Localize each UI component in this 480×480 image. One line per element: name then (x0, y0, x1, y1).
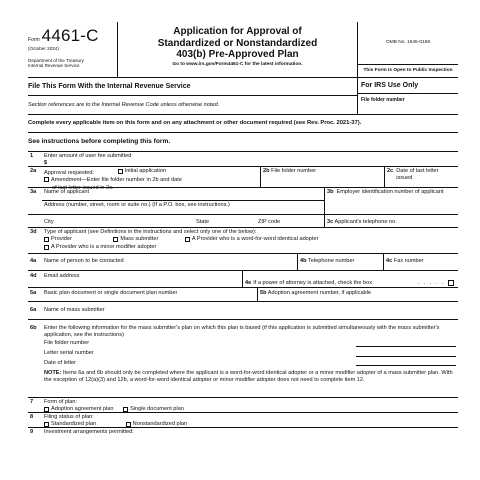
option-label: Single document plan (130, 405, 184, 412)
line-label: Form of plan: (44, 398, 77, 405)
provider-checkbox[interactable] (44, 236, 72, 243)
file-section (28, 78, 458, 115)
line-number: 4a (30, 257, 37, 264)
line-3d (28, 228, 458, 254)
line-number: 8 (30, 413, 34, 420)
line-number: 3a (30, 188, 37, 195)
mass-submitter-checkbox[interactable] (113, 236, 158, 243)
line-number: 5a (30, 289, 37, 296)
zip-field[interactable] (256, 215, 324, 227)
irs-use-title: For IRS Use Only (358, 78, 458, 94)
option-label-continued: of last letter issued in 2c. (52, 185, 114, 192)
line-label: Date of last letter issued (396, 167, 439, 181)
department-line: Department of the Treasury (28, 57, 84, 63)
option-label: Provider (51, 235, 72, 242)
option-label: Mass submitter (120, 235, 159, 242)
note-label: NOTE: (44, 370, 62, 377)
mass-submitter-name-field[interactable] (42, 302, 107, 319)
option-label: A Provider who is a minor modifier adopter (51, 244, 157, 251)
dollar-sign: $ (44, 159, 48, 166)
line-label: Fax number (393, 257, 424, 264)
letter-serial-row[interactable] (44, 350, 456, 357)
line-number: 9 (30, 428, 34, 435)
applicant-telephone-field[interactable] (324, 215, 458, 227)
applicant-name-field[interactable] (42, 188, 324, 201)
note-paragraph (44, 370, 456, 383)
line-label: Employer identification number of applicant (336, 188, 444, 195)
option-label: Amendment—Enter file folder number in 2b and date (51, 176, 182, 183)
line-number: 3c (327, 218, 334, 225)
line-number: 6b (30, 324, 37, 331)
line-6b (28, 320, 458, 398)
address-field[interactable] (42, 201, 324, 214)
line-5 (28, 288, 458, 302)
line-number: 3b (327, 188, 334, 195)
form-title-block (118, 22, 358, 77)
line-label: Filing status of plan: (44, 413, 94, 420)
line-label: Basic plan document or single document plan number (44, 289, 178, 296)
entry-line (356, 340, 456, 347)
entry-line (356, 360, 456, 367)
fax-number-field[interactable] (383, 254, 458, 270)
form-word: Form (28, 37, 40, 43)
line-number: 2c (387, 167, 394, 174)
telephone-number-field[interactable] (297, 254, 383, 270)
standardized-plan-checkbox[interactable] (44, 421, 96, 428)
amendment-checkbox[interactable] (44, 177, 182, 184)
public-inspection-note: This Form Is Open to Public Inspection (358, 64, 458, 77)
line-label: Approval requested: (44, 169, 95, 176)
line-3-city (28, 214, 458, 228)
email-field[interactable] (42, 271, 242, 287)
folder-number-row[interactable] (44, 340, 456, 347)
line-label: File folder number (44, 340, 90, 347)
line-label: City (44, 218, 54, 225)
line-number: 2a (30, 167, 37, 174)
form-revision: (October 2024) (28, 46, 59, 52)
nonstandardized-plan-checkbox[interactable] (126, 421, 187, 428)
file-folder-number-field[interactable] (260, 167, 384, 187)
line-label: Enter the following information for the mass submitter's plan on which this plan is based (if this application is submitted simultaneously with the mass submitter's application, see the instructions) (44, 324, 440, 338)
irs-folder-number-label: File folder number (361, 97, 405, 104)
adoption-agreement-number-field[interactable] (257, 288, 458, 301)
line-label: Telephone number (307, 257, 355, 264)
initial-application-checkbox[interactable] (118, 168, 166, 175)
basic-plan-number-field[interactable] (42, 288, 257, 301)
code-reference-note: Section references are to the Internal Revenue Code unless otherwise noted. (28, 102, 220, 109)
city-field[interactable] (42, 215, 194, 227)
line-label: File folder number (271, 167, 317, 174)
form-header (28, 22, 458, 78)
line-label: Letter serial number (44, 350, 94, 357)
option-label: Adoption agreement plan (51, 405, 114, 412)
line-label: Applicant's telephone no. (334, 218, 397, 225)
form-title-line1: Application for Approval of (173, 26, 302, 37)
goto-link-text: Go to www.irs.gov/Form4461-C for the latest information. (172, 61, 303, 67)
form-title-line2: Standardized or Nonstandardized (157, 37, 318, 49)
line-label: Date of letter (44, 359, 77, 366)
adoption-agreement-plan-checkbox[interactable] (44, 406, 114, 413)
omb-block (358, 22, 458, 77)
line-label: State (196, 218, 210, 225)
line-number: 4b (300, 257, 307, 264)
line-number: 4c (386, 257, 393, 264)
line-label: Type of applicant (see Definitions in the instructions and select only one of the below): (44, 228, 257, 235)
state-field[interactable] (194, 215, 256, 227)
option-label: Standardized plan (51, 420, 97, 427)
contact-person-field[interactable] (42, 254, 297, 270)
form-id-block (28, 22, 118, 77)
power-of-attorney-row (242, 271, 458, 287)
option-label: Nonstandardized plan (132, 420, 188, 427)
line-number: 4d (30, 272, 37, 279)
letter-date-row[interactable] (44, 360, 456, 367)
line-6a (28, 302, 458, 320)
line-label: Name of person to be contacted (44, 257, 124, 264)
entry-line (356, 350, 456, 357)
minor-modifier-checkbox[interactable] (44, 244, 156, 251)
leader-dots: . . . . . (417, 280, 445, 287)
line-4abc (28, 254, 458, 271)
line-label: Enter amount of user fee submitted (44, 152, 132, 159)
power-of-attorney-checkbox[interactable] (448, 280, 454, 286)
omb-number: OMB No. 1545-0169 (386, 40, 430, 45)
line-label: Address (number, street, room or suite no.) (If a P.O. box, see instructions.) (44, 201, 230, 208)
form-number: 4461-C (41, 26, 99, 45)
line-label: If a power of attorney is attached, check the box (253, 280, 373, 287)
line-number: 6a (30, 306, 37, 313)
form-title-line3: 403(b) Pre-Approved Plan (176, 49, 299, 60)
line-number: 4e (245, 280, 252, 287)
employer-id-field[interactable] (324, 188, 458, 214)
line-3-top (28, 188, 458, 214)
line-8 (28, 413, 458, 428)
line-label: Name of applicant (44, 188, 90, 195)
line-7 (28, 398, 458, 413)
line-number: 3d (30, 228, 37, 235)
last-letter-date-field[interactable] (384, 167, 458, 187)
complete-instruction: Complete every applicable item on this form and on any attachment or other document required (see Rev. Proc. 2021-37). (28, 115, 458, 133)
line-1 (28, 152, 458, 167)
line-label: ZIP code (258, 218, 281, 225)
line-number: 2b (263, 167, 270, 174)
file-title: File This Form With the Internal Revenue Service (28, 78, 357, 96)
option-label: Initial application (124, 167, 166, 174)
option-label: A Provider who is a word-for-word identical adopter (191, 235, 319, 242)
single-document-plan-checkbox[interactable] (123, 406, 184, 413)
line-4de (28, 271, 458, 288)
user-fee-field[interactable] (42, 152, 133, 166)
line-9 (28, 428, 458, 440)
see-instructions: See instructions before completing this form. (28, 133, 458, 152)
irs-use-block (358, 78, 458, 114)
line-label: Investment arrangements permitted: (44, 428, 134, 435)
line-number: 1 (30, 152, 34, 159)
agency-line: Internal Revenue Service (28, 62, 80, 68)
line-number: 5b (260, 289, 267, 296)
line-label: Name of mass submitter (44, 306, 105, 313)
line-number: 7 (30, 398, 34, 405)
identical-adopter-checkbox[interactable] (185, 236, 319, 243)
line-label: Adoption agreement number, if applicable (267, 289, 372, 296)
note-text: Items 6a and 6b should only be completed where the applicant is a word-for-word identical adopter or a minor modifier adopter of a mass submitter plan. With the exception of 12(a)(3) and 12b, a word-for-word identical adopter or minor modifier adopter does not need to complete item 12. (44, 370, 453, 384)
line-label: Email address (44, 272, 80, 279)
